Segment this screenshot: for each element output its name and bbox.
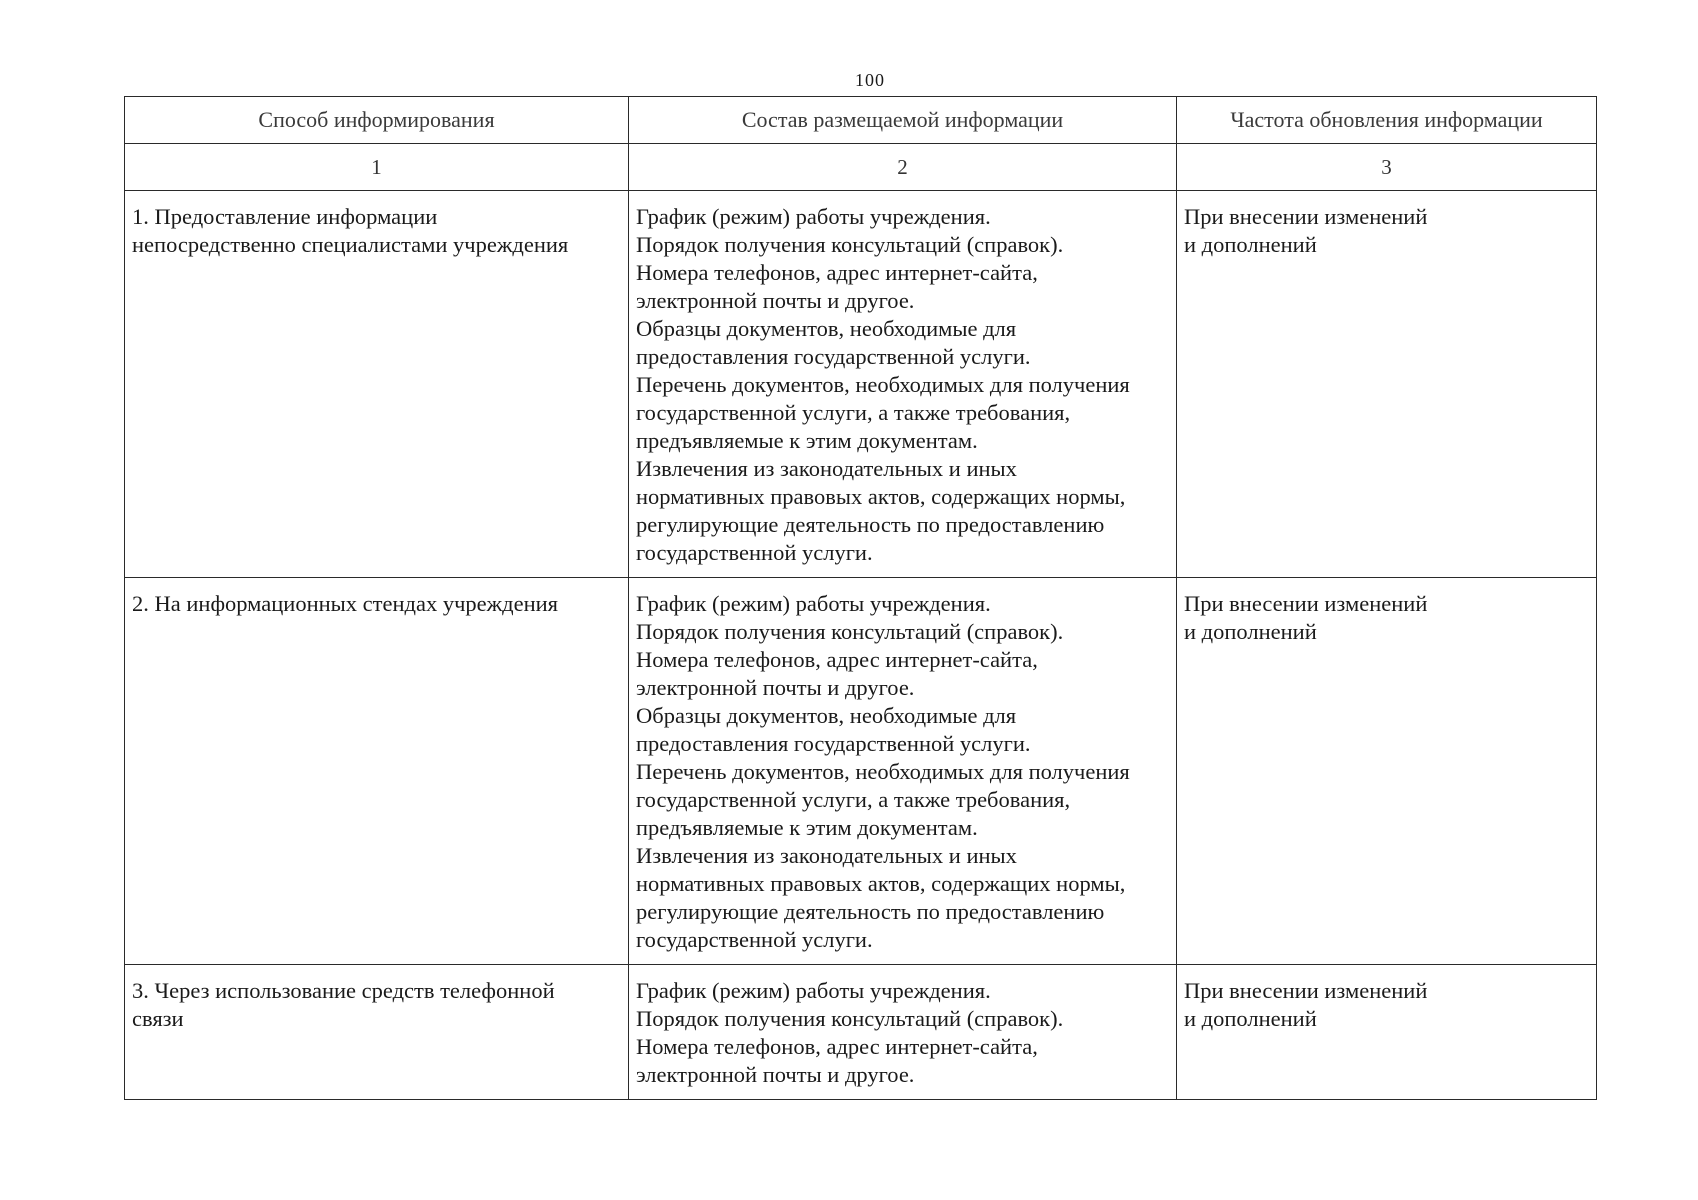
- method-line: 2. На информационных стендах учреждения: [132, 591, 559, 616]
- page-number: 100: [855, 70, 885, 90]
- content-cell: [629, 191, 1177, 578]
- column-number-2: 2: [629, 144, 1177, 191]
- content-cell: [629, 965, 1177, 1100]
- method-line: непосредственно специалистами учреждения: [132, 232, 569, 257]
- content-line: электронной почты и другое.: [636, 288, 915, 313]
- content-line: Образцы документов, необходимые для: [636, 316, 1017, 341]
- table-row: [125, 191, 1597, 578]
- content-line: электронной почты и другое.: [636, 675, 915, 700]
- content-line: государственной услуги.: [636, 927, 873, 952]
- content-line: нормативных правовых актов, содержащих нормы,: [636, 484, 1126, 509]
- content-line: государственной услуги, а также требования,: [636, 787, 1071, 812]
- content-line: График (режим) работы учреждения.: [636, 978, 991, 1003]
- content-line: нормативных правовых актов, содержащих нормы,: [636, 871, 1126, 896]
- content-line: регулирующие деятельность по предоставлению: [636, 899, 1105, 924]
- content-line: Порядок получения консультаций (справок).: [636, 1006, 1064, 1031]
- frequency-line: и дополнений: [1184, 232, 1317, 257]
- method-cell: [125, 578, 629, 965]
- method-line: связи: [132, 1006, 184, 1031]
- frequency-line: и дополнений: [1184, 619, 1317, 644]
- content-line: График (режим) работы учреждения.: [636, 591, 991, 616]
- content-line: Перечень документов, необходимых для получения: [636, 759, 1130, 784]
- header-content: Состав размещаемой информации: [629, 97, 1177, 144]
- method-cell: [125, 191, 629, 578]
- content-line: регулирующие деятельность по предоставлению: [636, 512, 1105, 537]
- content-line: Порядок получения консультаций (справок).: [636, 232, 1064, 257]
- content-line: Порядок получения консультаций (справок).: [636, 619, 1064, 644]
- content-line: График (режим) работы учреждения.: [636, 204, 991, 229]
- content-line: предоставления государственной услуги.: [636, 344, 1031, 369]
- header-row: [125, 97, 1597, 144]
- content-line: Номера телефонов, адрес интернет-сайта,: [636, 260, 1038, 285]
- table-row: [125, 578, 1597, 965]
- header-method: Способ информирования: [125, 97, 629, 144]
- frequency-cell: [1177, 965, 1597, 1100]
- column-number-3: 3: [1177, 144, 1597, 191]
- method-line: 3. Через использование средств телефонной: [132, 978, 555, 1003]
- frequency-cell: [1177, 191, 1597, 578]
- frequency-line: При внесении изменений: [1184, 204, 1428, 229]
- content-line: Извлечения из законодательных и иных: [636, 843, 1017, 868]
- method-line: 1. Предоставление информации: [132, 204, 438, 229]
- column-number-row: [125, 144, 1597, 191]
- header-frequency: Частота обновления информации: [1177, 97, 1597, 144]
- content-line: Перечень документов, необходимых для получения: [636, 372, 1130, 397]
- content-line: государственной услуги, а также требования,: [636, 400, 1071, 425]
- content-line: электронной почты и другое.: [636, 1062, 915, 1087]
- content-line: предоставления государственной услуги.: [636, 731, 1031, 756]
- content-line: Номера телефонов, адрес интернет-сайта,: [636, 647, 1038, 672]
- content-line: Номера телефонов, адрес интернет-сайта,: [636, 1034, 1038, 1059]
- frequency-cell: [1177, 578, 1597, 965]
- method-cell: [125, 965, 629, 1100]
- frequency-line: и дополнений: [1184, 1006, 1317, 1031]
- content-line: предъявляемые к этим документам.: [636, 815, 978, 840]
- content-cell: [629, 578, 1177, 965]
- information-table: [124, 96, 1597, 1100]
- table-row: [125, 965, 1597, 1100]
- content-line: Образцы документов, необходимые для: [636, 703, 1017, 728]
- frequency-line: При внесении изменений: [1184, 978, 1428, 1003]
- content-line: государственной услуги.: [636, 540, 873, 565]
- column-number-1: 1: [125, 144, 629, 191]
- frequency-line: При внесении изменений: [1184, 591, 1428, 616]
- content-line: Извлечения из законодательных и иных: [636, 456, 1017, 481]
- content-line: предъявляемые к этим документам.: [636, 428, 978, 453]
